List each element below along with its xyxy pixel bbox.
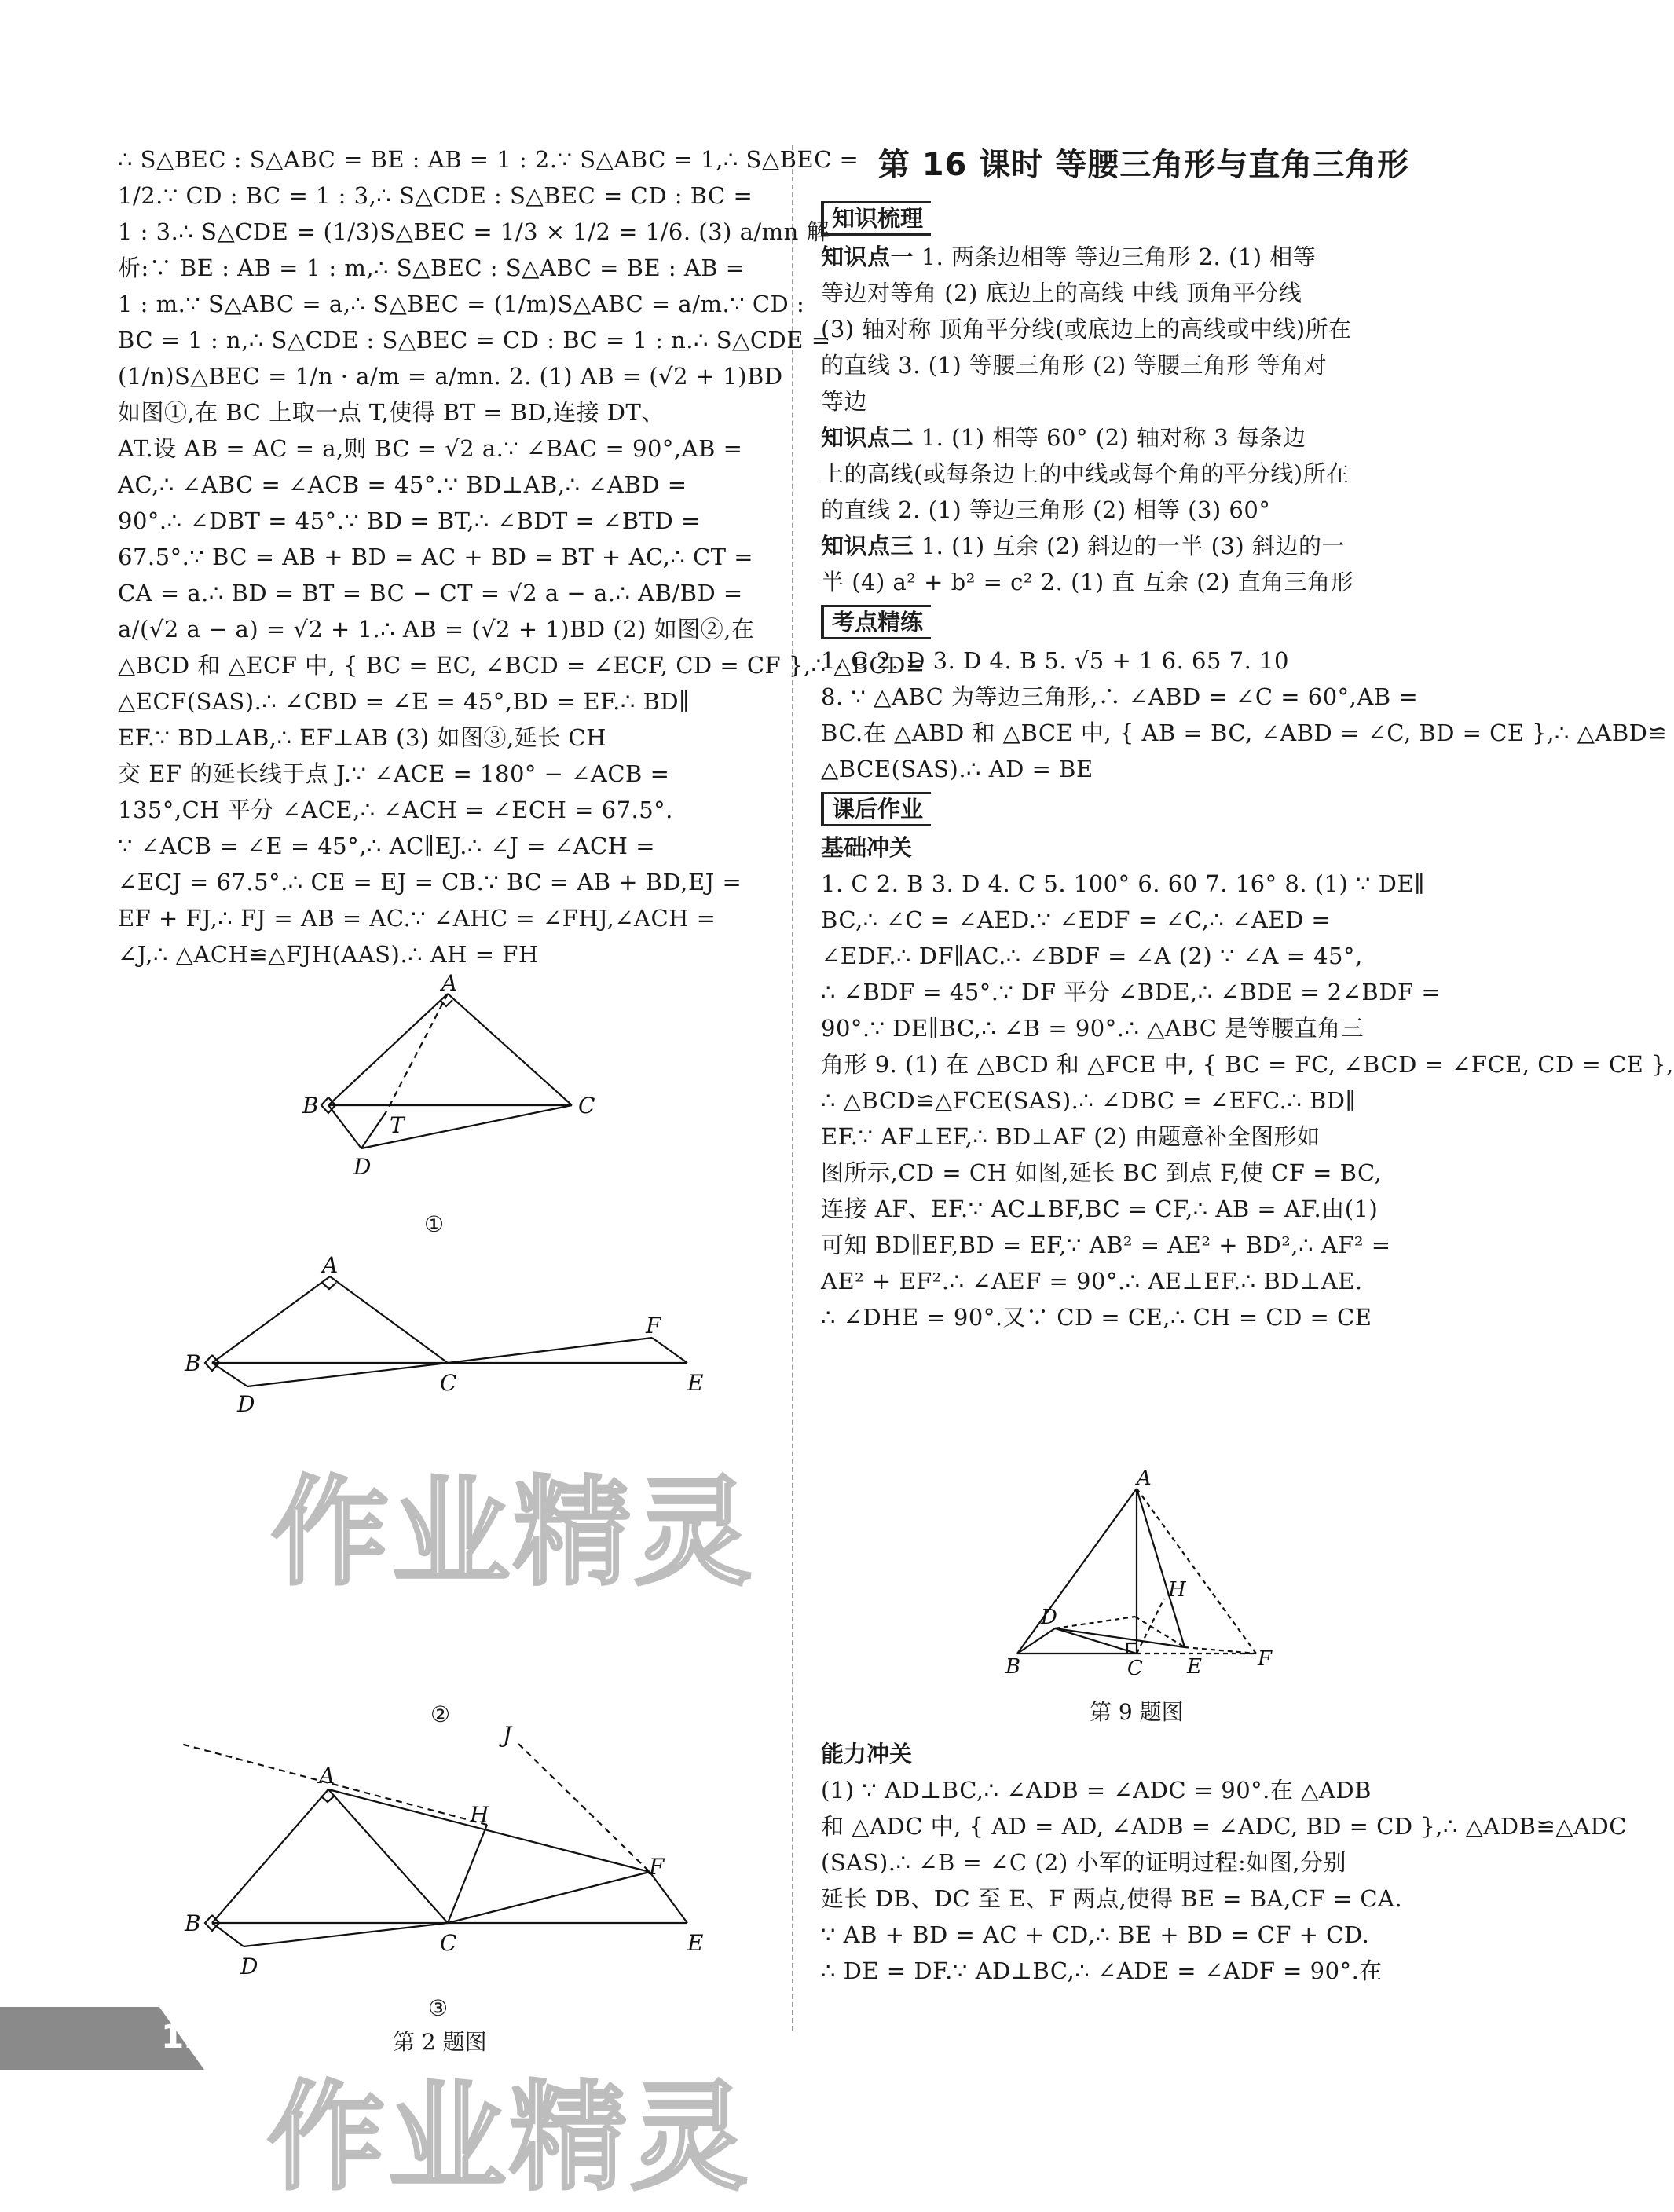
figure-3 [181,1722,715,2001]
left-line: 90°.∴ ∠DBT = 45°.∵ BD = BT,∴ ∠BDT = ∠BTD = [118,507,701,534]
knowledge-line: 的直线 2. (1) 等边三角形 (2) 相等 (3) 60° [821,496,1271,523]
left-line: ∠J,∴ △ACH≌△FJH(AAS).∴ AH = FH [118,941,539,968]
exercise-line: 8. ∵ △ABC 为等边三角形,∴ ∠ABD = ∠C = 60°,AB = [821,683,1419,710]
knowledge-point-2-head: 知识点二 [821,424,914,451]
figure-2-label: ② [430,1701,451,1727]
svg-text:T: T [390,1112,405,1138]
svg-text:B: B [302,1093,319,1119]
figure-2-caption: 第 2 题图 [393,2029,487,2055]
figure-2 [181,1245,715,1417]
left-line: 1 : m.∵ S△ABC = a,∴ S△BEC = (1/m)S△ABC = a/m.∵ CD : [118,291,805,317]
left-line: ∠ECJ = 67.5°.∴ CE = EJ = CB.∵ BC = AB + BD,EJ = [118,869,742,895]
homework-line: 图所示,CD = CH 如图,延长 BC 到点 F,使 CF = BC, [821,1159,1383,1186]
svg-text:D: D [240,1954,258,1979]
figure-1 [291,970,621,1221]
column-divider [792,145,793,2031]
svg-text:D: D [1041,1606,1057,1629]
left-line: EF + FJ,∴ FJ = AB = AC.∵ ∠AHC = ∠FHJ,∠ACH = [118,905,716,932]
exercise-line: 1. C 2. D 3. D 4. B 5. √5 + 1 6. 65 7. 10 [821,647,1289,674]
figure-9-caption: 第 9 题图 [1090,1699,1184,1725]
left-line: 1 : 3.∴ S△CDE = (1/3)S△BEC = 1/3 × 1/2 = 1/6. (3) a/mn 解 [118,218,830,245]
section-homework: 课后作业 [821,792,931,826]
watermark-bottom: 作业精灵 [267,2070,752,2207]
knowledge-line: 的直线 3. (1) 等腰三角形 (2) 等腰三角形 等角对 [821,352,1328,379]
svg-text:E: E [1187,1655,1202,1679]
section-exercises: 考点精练 [821,605,931,639]
subheading-ability: 能力冲关 [821,1741,913,1767]
homework-line: ∴ △BCD≌△FCE(SAS).∴ ∠DBC = ∠EFC.∴ BD∥ [821,1087,1357,1114]
homework-line: ∠EDF.∴ DF∥AC.∴ ∠BDF = ∠A (2) ∵ ∠A = 45°, [821,943,1363,969]
svg-text:D: D [353,1154,372,1180]
svg-text:J: J [503,1722,512,1748]
homework-line: 角形 9. (1) 在 △BCD 和 △FCE 中, { BC = FC, ∠BCD = ∠FCE, CD = CE }, [821,1051,1674,1078]
ability-line: 和 △ADC 中, { AD = AD, ∠ADB = ∠ADC, BD = CD },∴ △ADB≌△ADC [821,1813,1627,1840]
knowledge-line: 等边 [821,388,868,415]
homework-line: ∴ ∠BDF = 45°.∵ DF 平分 ∠BDE,∴ ∠BDE = 2∠BDF = [821,979,1441,1005]
left-line: ∵ ∠ACB = ∠E = 45°,∴ AC∥EJ.∴ ∠J = ∠ACH = [118,833,655,859]
homework-line: AE² + EF².∴ ∠AEF = 90°.∴ AE⊥EF.∴ BD⊥AE. [821,1268,1363,1295]
svg-text:A: A [319,1763,335,1789]
left-line: (1/n)S△BEC = 1/n · a/m = a/mn. 2. (1) AB = (√2 + 1)BD [118,363,783,390]
left-line: AC,∴ ∠ABC = ∠ACB = 45°.∵ BD⊥AB,∴ ∠ABD = [118,471,687,498]
left-line: 67.5°.∵ BC = AB + BD = AC + BD = BT + AC,∴ CT = [118,544,754,570]
svg-text:D: D [237,1391,255,1417]
svg-text:E: E [687,1930,704,1956]
left-line: △ECF(SAS).∴ ∠CBD = ∠E = 45°,BD = EF.∴ BD∥ [118,688,690,715]
left-line: △BCD 和 △ECF 中, { BC = EC, ∠BCD = ∠ECF, CD = CF },∴ △BCD≌ [118,652,925,679]
ability-line: (SAS).∴ ∠B = ∠C (2) 小军的证明过程:如图,分别 [821,1849,1347,1876]
svg-text:F: F [649,1854,665,1880]
exercise-line: △BCE(SAS).∴ AD = BE [821,756,1093,782]
knowledge-line: 半 (4) a² + b² = c² 2. (1) 直 互余 (2) 直角三角形 [821,569,1354,595]
svg-text:C: C [440,1370,457,1396]
left-line: 如图①,在 BC 上取一点 T,使得 BT = BD,连接 DT、 [118,399,665,426]
left-line: 1/2.∵ CD : BC = 1 : 3,∴ S△CDE : S△BEC = CD : BC = [118,182,753,209]
knowledge-point-3-head: 知识点三 [821,533,914,559]
homework-line: 连接 AF、EF.∵ AC⊥BF,BC = CF,∴ AB = AF.由(1) [821,1196,1379,1222]
knowledge-line: 1. 两条边相等 等边三角形 2. (1) 相等 [914,244,1317,270]
left-line: AT.设 AB = AC = a,则 BC = √2 a.∵ ∠BAC = 90°,AB = [118,435,743,462]
svg-text:H: H [1168,1578,1186,1602]
homework-line: 可知 BD∥EF,BD = EF,∵ AB² = AE² + BD²,∴ AF² = [821,1232,1391,1258]
homework-line: EF.∵ AF⊥EF,∴ BD⊥AF (2) 由题意补全图形如 [821,1123,1321,1150]
knowledge-point-1-head: 知识点一 [821,244,914,270]
svg-text:C: C [578,1093,595,1119]
knowledge-line: 等边对等角 (2) 底边上的高线 中线 顶角平分线 [821,280,1302,306]
svg-text:F: F [1258,1647,1273,1671]
exercise-line: BC.在 △ABD 和 △BCE 中, { AB = BC, ∠ABD = ∠C, BD = CE },∴ △ABD≌ [821,720,1668,746]
page-number: 12 [161,2017,207,2056]
knowledge-line: 上的高线(或每条边上的中线或每个角的平分线)所在 [821,460,1350,487]
left-line: 交 EF 的延长线于点 J.∵ ∠ACE = 180° − ∠ACB = [118,760,670,787]
right-column [821,141,1674,1335]
left-line: a/(√2 a − a) = √2 + 1.∴ AB = (√2 + 1)BD (2) 如图②,在 [118,616,755,643]
ability-section [821,1736,1627,1989]
svg-text:H: H [470,1802,489,1828]
left-line: BC = 1 : n,∴ S△CDE : S△BEC = CD : BC = 1 : n.∴ S△CDE = [118,327,831,353]
svg-text:B: B [1005,1655,1021,1679]
svg-text:E: E [687,1370,704,1396]
ability-line: 延长 DB、DC 至 E、F 两点,使得 BE = BA,CF = CA. [821,1885,1403,1912]
left-line: ∴ S△BEC : S△ABC = BE : AB = 1 : 2.∵ S△ABC = 1,∴ S△BEC = [118,146,859,173]
ability-line: ∴ DE = DF.∵ AD⊥BC,∴ ∠ADE = ∠ADF = 90°.在 [821,1957,1383,1984]
left-line: EF.∵ BD⊥AB,∴ EF⊥AB (3) 如图③,延长 CH [118,724,606,751]
svg-text:C: C [1127,1657,1143,1680]
ability-line: ∵ AB + BD = AC + CD,∴ BE + BD = CF + CD. [821,1921,1370,1948]
homework-line: BC,∴ ∠C = ∠AED.∵ ∠EDF = ∠C,∴ ∠AED = [821,906,1332,933]
lesson-title: 第 16 课时 等腰三角形与直角三角形 [877,147,1410,183]
homework-line: 90°.∵ DE∥BC,∴ ∠B = 90°.∴ △ABC 是等腰直角三 [821,1015,1364,1042]
ability-line: (1) ∵ AD⊥BC,∴ ∠ADB = ∠ADC = 90°.在 △ADB [821,1777,1372,1804]
left-line: 135°,CH 平分 ∠ACE,∴ ∠ACH = ∠ECH = 67.5°. [118,797,673,823]
svg-text:A: A [1137,1467,1152,1490]
knowledge-line: (3) 轴对称 顶角平分线(或底边上的高线或中线)所在 [821,316,1352,342]
svg-text:A: A [441,970,458,996]
svg-text:B: B [185,1910,201,1936]
svg-text:C: C [440,1930,457,1956]
left-line: CA = a.∴ BD = BT = BC − CT = √2 a − a.∴ AB/BD = [118,580,743,606]
figure-3-label: ③ [428,1995,449,2021]
svg-text:F: F [646,1313,661,1339]
knowledge-line: 1. (1) 互余 (2) 斜边的一半 (3) 斜边的一 [914,533,1345,559]
figure-9 [1002,1467,1284,1689]
homework-line: ∴ ∠DHE = 90°.又∵ CD = CE,∴ CH = CD = CE [821,1304,1372,1331]
knowledge-line: 1. (1) 相等 60° (2) 轴对称 3 每条边 [914,424,1306,451]
subheading-basic: 基础冲关 [821,834,913,861]
figure-1-label: ① [424,1211,445,1237]
watermark: 作业精灵 [271,1465,756,1602]
section-knowledge: 知识梳理 [821,201,931,236]
svg-text:A: A [322,1252,339,1278]
svg-text:B: B [185,1350,201,1376]
left-line: 析:∵ BE : AB = 1 : m,∴ S△BEC : S△ABC = BE : AB = [118,255,745,281]
homework-line: 1. C 2. B 3. D 4. C 5. 100° 6. 60 7. 16° 8. (1) ∵ DE∥ [821,870,1426,897]
